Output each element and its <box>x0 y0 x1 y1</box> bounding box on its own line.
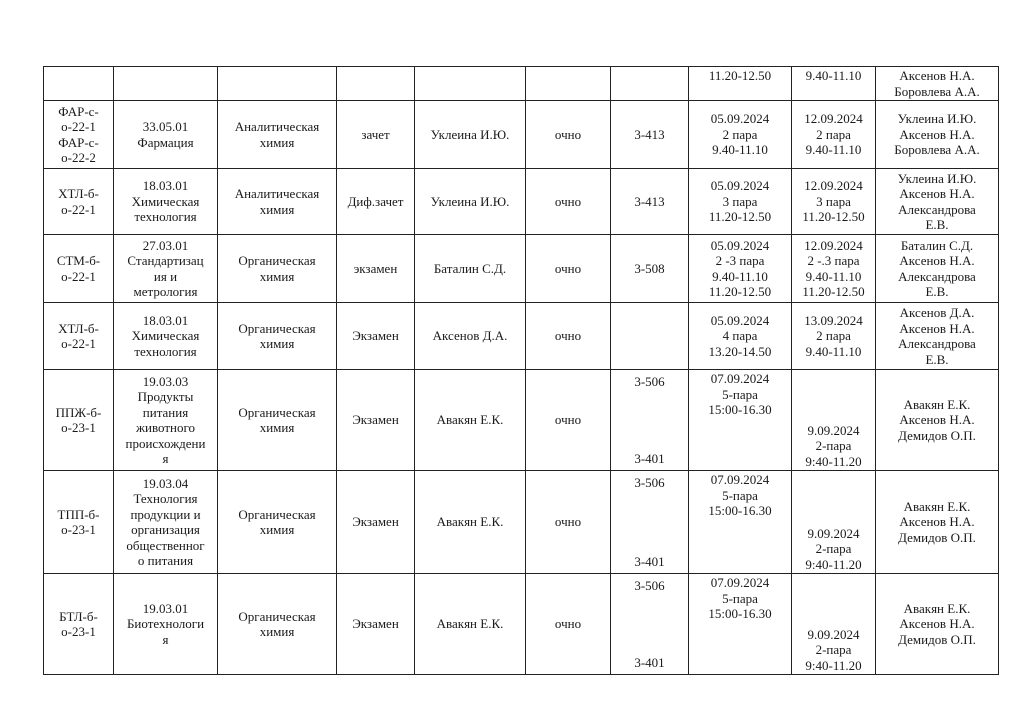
control-cell: Экзамен <box>337 574 415 675</box>
teacher-cell: Уклеина И.Ю. <box>415 169 526 235</box>
commission-cell: Авакян Е.К. Аксенов Н.А. Демидов О.П. <box>876 574 999 675</box>
form-cell: очно <box>526 574 611 675</box>
commission-cell: Уклеина И.Ю. Аксенов Н.А. Александрова Е.В. <box>876 169 999 235</box>
consultation-cell: 07.09.2024 5-пара 15:00-16.30 <box>689 370 792 471</box>
room-cell <box>611 303 689 370</box>
program-code: 27.03.01 <box>142 237 189 253</box>
commission-cell: Уклеина И.Ю. Аксенов Н.А. Боровлева А.А. <box>876 101 999 169</box>
commission-cell: Аксенов Н.А. Боровлева А.А. <box>876 67 999 101</box>
room-primary: 3-506 <box>634 577 665 593</box>
table-row <box>44 169 999 235</box>
control-cell: зачет <box>337 101 415 169</box>
consultation-cell: 05.09.2024 2 пара 9.40-11.10 <box>689 101 792 169</box>
discipline-cell: Органическая химия <box>218 471 337 574</box>
form-cell: очно <box>526 101 611 169</box>
room-cell <box>611 471 689 574</box>
program-cell <box>114 471 218 574</box>
discipline-cell: Органическая химия <box>218 370 337 471</box>
commission-cell: Баталин С.Д. Аксенов Н.А. Александрова Е.В. <box>876 235 999 303</box>
table-row <box>44 67 999 101</box>
table-row <box>44 370 999 471</box>
program-name: Технология продукции и организация общественног о питания <box>126 491 205 568</box>
consultation-cell: 07.09.2024 5-пара 15:00-16.30 <box>689 574 792 675</box>
control-cell: экзамен <box>337 235 415 303</box>
program-name: Биотехнологи я <box>126 616 205 647</box>
program-cell <box>114 235 218 303</box>
exam-date-cell: 9.09.2024 2-пара 9:40-11.20 <box>792 370 876 471</box>
form-cell: очно <box>526 235 611 303</box>
group-cell: ТПП-б- о-23-1 <box>44 471 114 574</box>
room-cell: 3-413 <box>611 101 689 169</box>
program-cell <box>114 303 218 370</box>
program-code: 33.05.01 <box>142 119 189 134</box>
form-cell: очно <box>526 169 611 235</box>
program-name: Химическая технология <box>131 193 200 225</box>
exam-date-cell: 9.40-11.10 <box>792 67 876 101</box>
consultation-cell: 05.09.2024 2 -3 пара 9.40-11.10 11.20-12.50 <box>689 235 792 303</box>
group-cell: ППЖ-б- о-23-1 <box>44 370 114 471</box>
commission-cell: Авакян Е.К. Аксенов Н.А. Демидов О.П. <box>876 471 999 574</box>
discipline-cell: Органическая химия <box>218 303 337 370</box>
consultation-cell: 05.09.2024 4 пара 13.20-14.50 <box>689 303 792 370</box>
exam-date-cell: 12.09.2024 2 пара 9.40-11.10 <box>792 101 876 169</box>
exam-date-cell: 9.09.2024 2-пара 9:40-11.20 <box>792 471 876 574</box>
discipline-cell: Аналитическая химия <box>218 169 337 235</box>
discipline-cell: Органическая химия <box>218 235 337 303</box>
program-code: 19.03.03 <box>142 373 189 389</box>
table-row <box>44 574 999 675</box>
teacher-cell: Уклеина И.Ю. <box>415 101 526 169</box>
form-cell: очно <box>526 471 611 574</box>
exam-date-cell: 13.09.2024 2 пара 9.40-11.10 <box>792 303 876 370</box>
consultation-cell: 11.20-12.50 <box>689 67 792 101</box>
program-code: 18.03.01 <box>142 178 189 194</box>
group-cell: ХТЛ-б- о-22-1 <box>44 303 114 370</box>
room-cell <box>611 370 689 471</box>
control-cell <box>337 67 415 101</box>
program-cell <box>114 574 218 675</box>
control-cell: Экзамен <box>337 303 415 370</box>
exam-date-cell: 12.09.2024 2 -.3 пара 9.40-11.10 11.20-12.50 <box>792 235 876 303</box>
teacher-cell: Баталин С.Д. <box>415 235 526 303</box>
program-cell <box>114 101 218 169</box>
program-cell <box>114 370 218 471</box>
commission-cell: Авакян Е.К. Аксенов Н.А. Демидов О.П. <box>876 370 999 471</box>
group-cell: БТЛ-б- о-23-1 <box>44 574 114 675</box>
discipline-cell <box>218 67 337 101</box>
teacher-cell: Авакян Е.К. <box>415 471 526 574</box>
teacher-cell <box>415 67 526 101</box>
room-cell <box>611 574 689 675</box>
teacher-cell: Аксенов Д.А. <box>415 303 526 370</box>
program-name: Фармация <box>137 134 194 150</box>
form-cell: очно <box>526 370 611 471</box>
form-cell <box>526 67 611 101</box>
table-row <box>44 303 999 370</box>
group-cell: ФАР-с- о-22-1 ФАР-с- о-22-2 <box>44 101 114 169</box>
table-row <box>44 471 999 574</box>
discipline-cell: Аналитическая химия <box>218 101 337 169</box>
table-row <box>44 101 999 169</box>
program-name: Химическая технология <box>131 328 200 359</box>
program-cell <box>114 169 218 235</box>
group-cell: СТМ-б- о-22-1 <box>44 235 114 303</box>
exam-schedule-table <box>43 66 999 675</box>
table-row <box>44 235 999 303</box>
room-cell <box>611 67 689 101</box>
control-cell: Экзамен <box>337 370 415 471</box>
program-name: Продукты питания животного происхождени я <box>125 389 206 466</box>
program-code: 19.03.01 <box>142 600 189 616</box>
consultation-cell: 07.09.2024 5-пара 15:00-16.30 <box>689 471 792 574</box>
program-code: 18.03.01 <box>142 312 189 328</box>
room-primary: 3-506 <box>634 474 665 490</box>
group-cell <box>44 67 114 101</box>
room-primary: 3-506 <box>634 373 665 389</box>
room-secondary: 3-401 <box>634 451 665 466</box>
room-cell: 3-413 <box>611 169 689 235</box>
commission-cell: Аксенов Д.А. Аксенов Н.А. Александрова Е.В. <box>876 303 999 370</box>
teacher-cell: Авакян Е.К. <box>415 370 526 471</box>
exam-date-cell: 9.09.2024 2-пара 9:40-11.20 <box>792 574 876 675</box>
room-secondary: 3-401 <box>634 554 665 569</box>
control-cell: Экзамен <box>337 471 415 574</box>
form-cell: очно <box>526 303 611 370</box>
program-code: 19.03.04 <box>142 475 189 491</box>
room-cell: 3-508 <box>611 235 689 303</box>
teacher-cell: Авакян Е.К. <box>415 574 526 675</box>
program-cell <box>114 67 218 101</box>
exam-date-cell: 12.09.2024 3 пара 11.20-12.50 <box>792 169 876 235</box>
consultation-cell: 05.09.2024 3 пара 11.20-12.50 <box>689 169 792 235</box>
discipline-cell: Органическая химия <box>218 574 337 675</box>
group-cell: ХТЛ-б- о-22-1 <box>44 169 114 235</box>
control-cell: Диф.зачет <box>337 169 415 235</box>
room-secondary: 3-401 <box>634 655 665 670</box>
program-name: Стандартизац ия и метрология <box>127 253 204 299</box>
